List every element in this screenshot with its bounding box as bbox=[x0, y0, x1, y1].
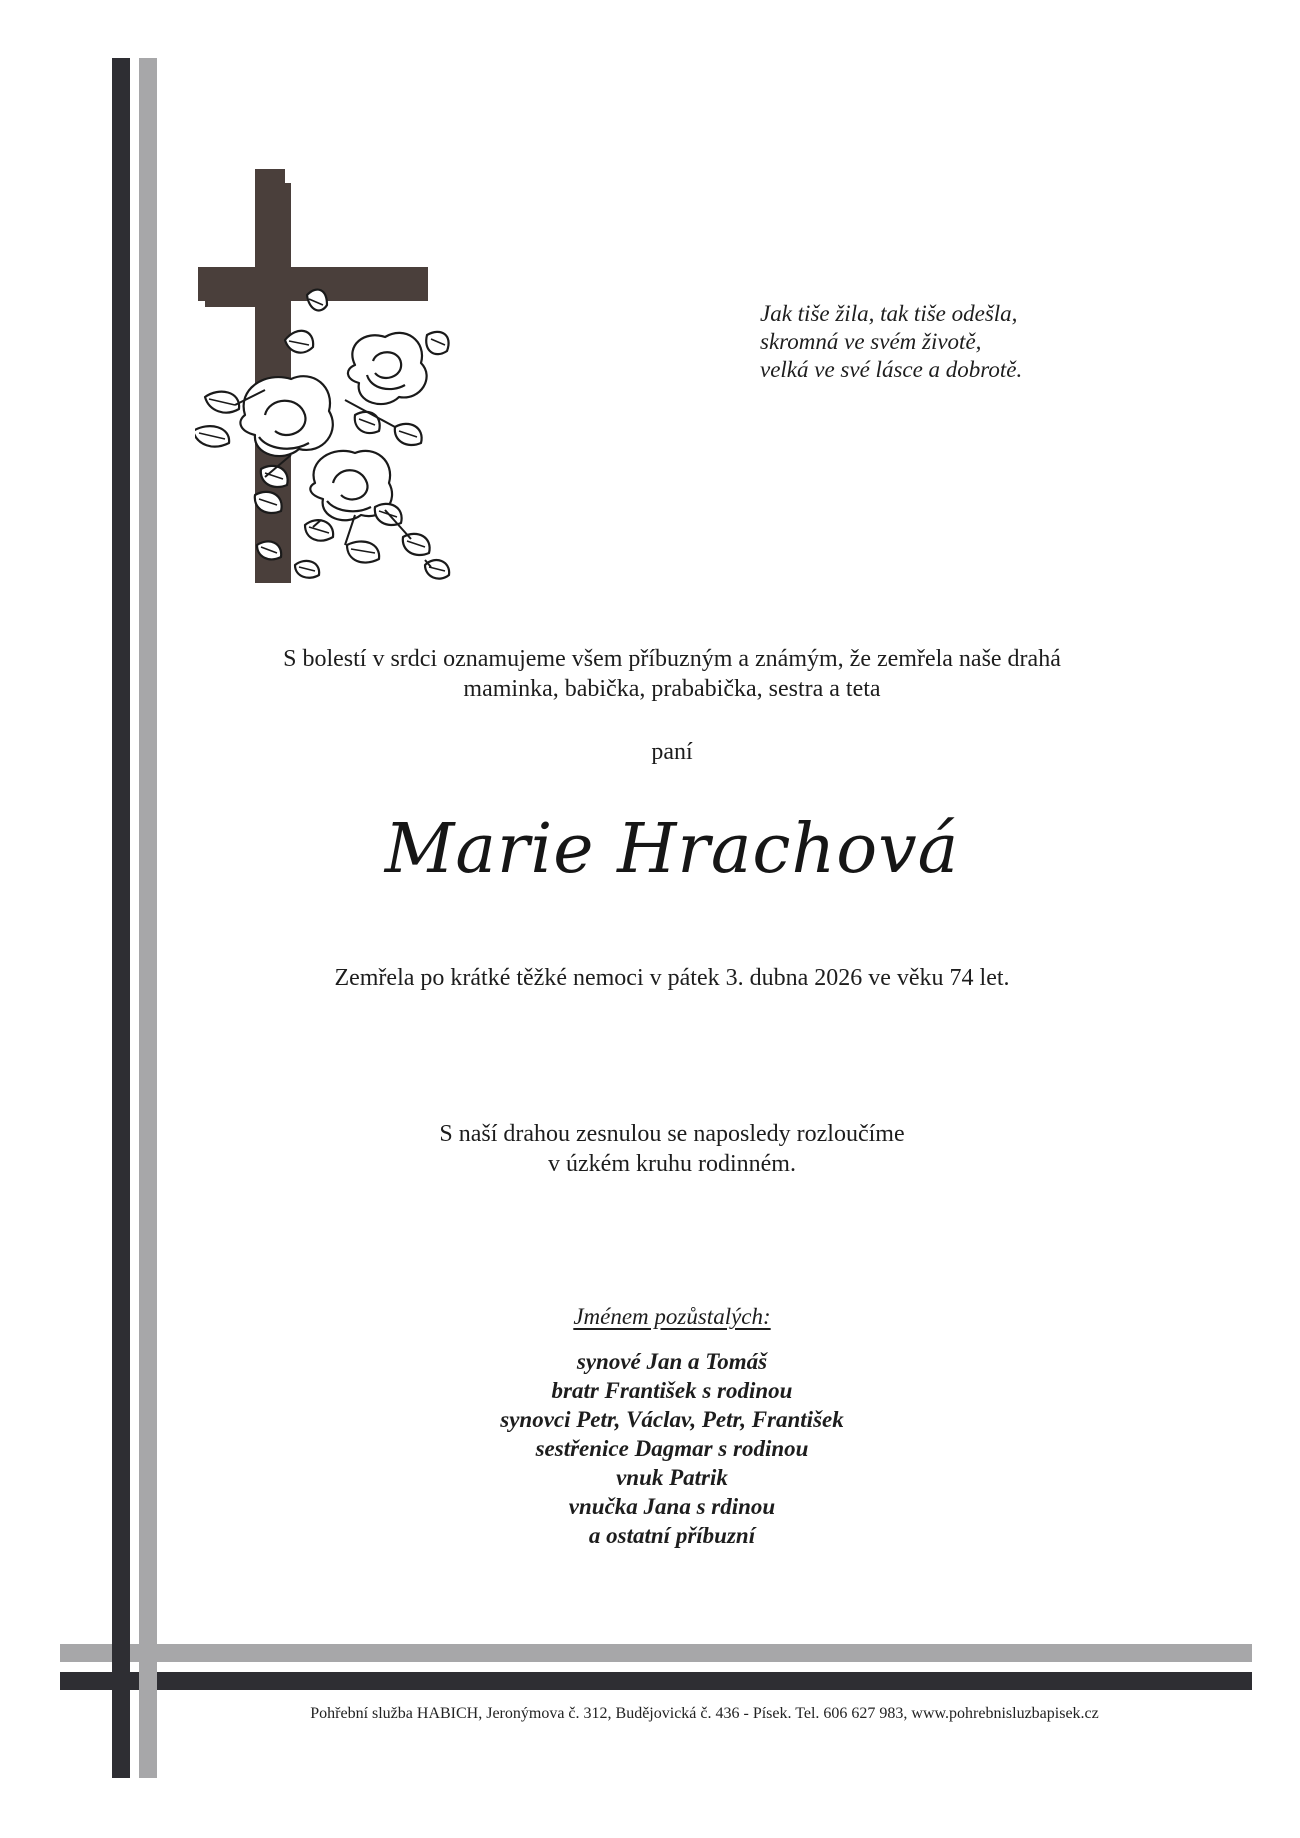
mourner-line: bratr František s rodinou bbox=[551, 1378, 793, 1403]
mourner-line: vnučka Jana s rdinou bbox=[568, 1494, 776, 1519]
mourner-line: a ostatní příbuzní bbox=[588, 1523, 756, 1548]
announcement-line: maminka, babička, prababička, sestra a teta bbox=[463, 676, 881, 702]
cross-with-roses-icon bbox=[195, 165, 485, 610]
frame-bottom-dark-bar bbox=[60, 1672, 1252, 1690]
funeral-service-footer: Pohřební služba HABICH, Jeronýmova č. 312, Budějovická č. 436 - Písek. Tel. 606 627 983, www.pohrebnisluzbapisek.cz bbox=[310, 1705, 1099, 1722]
motto-line: velká ve své lásce a dobrotě. bbox=[760, 357, 1023, 382]
mourner-line: vnuk Patrik bbox=[616, 1465, 728, 1490]
title-word: paní bbox=[651, 739, 693, 765]
roses-icon bbox=[195, 290, 449, 579]
announcement bbox=[157, 644, 1187, 704]
farewell-line: S naší drahou zesnulou se naposledy rozloučíme bbox=[439, 1121, 905, 1147]
mourner-line: synovci Petr, Václav, Petr, František bbox=[500, 1407, 844, 1432]
mourners-list bbox=[157, 1347, 1187, 1550]
mourner-line: synové Jan a Tomáš bbox=[576, 1349, 768, 1374]
death-notice: Zemřela po krátké těžké nemoci v pátek 3. dubna 2026 ve věku 74 let. bbox=[334, 965, 1010, 991]
motto-verse bbox=[760, 300, 1022, 384]
frame-left-dark-bar bbox=[112, 58, 130, 1778]
deceased-name: Marie Hrachová bbox=[384, 810, 960, 889]
motto-line: Jak tiše žila, tak tiše odešla, bbox=[760, 301, 1018, 326]
motto-line: skromná ve svém životě, bbox=[760, 329, 982, 354]
farewell-line: v úzkém kruhu rodinném. bbox=[548, 1151, 796, 1177]
announcement-line: S bolestí v srdci oznamujeme všem příbuzným a známým, že zemřela naše drahá bbox=[283, 646, 1061, 672]
frame-left-grey-bar bbox=[139, 58, 157, 1778]
mourner-line: sestřenice Dagmar s rodinou bbox=[535, 1436, 809, 1461]
farewell-text bbox=[157, 1119, 1187, 1179]
frame-bottom-grey-bar bbox=[60, 1644, 1252, 1662]
mourners-heading: Jménem pozůstalých: bbox=[573, 1304, 771, 1329]
